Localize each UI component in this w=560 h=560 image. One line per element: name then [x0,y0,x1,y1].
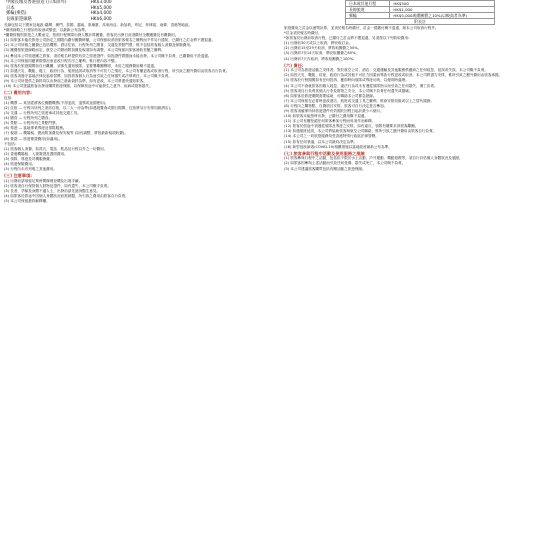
fee-paragraph: (3) 交通 — 行程所列之旅遊車或其他交通工具。 [4,111,81,116]
fee-paragraph: (3) 領隊、導遊及司機服務費。 [4,156,54,161]
price-row [4,17,114,23]
row-value: HK$4,000 [90,11,112,16]
cancellation-paragraph: (3) 出發前7至14天取消，將收取團費之80%。 [284,51,359,56]
liability-paragraph: (9) 旅客須確保所持旅遊證件有效期於回程日起計最少六個月。 [284,109,384,113]
row-value: HK$500 [390,1,495,7]
liability-paragraph: (3) 旅客於行程期間如有任何投訴，應即時向領隊或導遊反映，以便即時處理。 [284,78,409,83]
cancellation-section [284,26,556,62]
fee-paragraph: (5) 行程內未有列明之其他費用。 [4,167,57,172]
row-value: HK$1,000 [390,7,495,13]
cancellation-paragraph: *如旅客於出發前取消行程，已繳付之訂金將不獲退還，另須按以下列收取費用: [284,36,410,41]
intro-paragraph: (2) 本公司所報之團費已包括機票、酒店住宿、行程所列之膳食、交通及景點門票，惟不包括旅客個人消費及保險費用。 [4,43,194,48]
cancellation-paragraph: (1) 出發前30天或以上取消，將收取訂金。 [284,41,353,46]
note-paragraph: (3) 長者、孕婦及身體不適人士，出發前請先諮詢醫生意見。 [4,189,101,193]
right-column [284,0,556,560]
liability-paragraph: (13) 如遇航班延誤，本公司將協助旅客與航空公司聯絡，惟所引致之額外費用由旅客自行負責。 [284,129,437,134]
row-label: 日本 [6,5,15,11]
activity-risk-paragraph: (1) 旅客參與行程中之活動，包括但不限於水上活動、戶外運動、機動遊戲等，須自行評估個人身體狀況及風險。 [284,156,463,161]
activity-risk-paragraph: (2) 如旅客因參與上述活動而引致任何受傷、損失或死亡，本公司概不負責。 [284,161,406,166]
cancellation-table [345,0,495,25]
fees-heading: (二) 費用內容: [4,90,32,96]
intro-paragraph: (7) 如遇天災、戰亂、罷工、政府行為、航班延誤或取消等不可抗力之情況，本公司有權更改或取消行程，所引致之額外費用由旅客自行負責。 [4,68,230,73]
liability-paragraph: (7) 本公司保留在必要時更改酒店、航班或交通工具之權利，惟會安排同級或以上之替代服務。 [284,98,434,103]
intro-paragraph: (6) 旅客於旅遊期間如自行離團，須事先通知領隊，並簽署離團聲明，未用之服務費用概不退還。 [4,63,158,68]
fee-paragraph: (8) 簽證 — 旅遊簽證費用(如適用)。 [4,136,63,141]
note-paragraph: (5) 本公司保留最終解釋權。 [4,199,50,204]
fee-paragraph: (1) 旅客個人消費，如洗衣、電話、飲品及行程以外之一切費用。 [4,146,108,151]
activity-risk-paragraph: (3) 本公司建議旅客購買包括有關活動之旅遊保險。 [284,166,366,171]
left-column [4,0,276,560]
liability-section [284,68,556,150]
activity-risk-heading: (七) 旅客參與行程中活動及使用服務之風險 [284,150,365,156]
liability-paragraph: (4) 本公司不會就旅客因個人疏忽、違法行為或未有遵從領隊指示而引致之任何損失、傷亡負責。 [284,83,438,88]
fee-paragraph: 不包括: [4,141,16,146]
intro-paragraph: (5) 本公司保留因應實際情況而更改行程次序之權利，惟行程內容不變。 [4,58,119,63]
fee-paragraph: (4) 旅遊保險費用。 [4,162,36,167]
row-value: HK$3,000 [90,0,112,5]
note-paragraph: (2) 旅客須自行保管個人財物及證件，如有遺失，本公司概不負責。 [4,183,111,188]
fee-paragraph: (5) 景點 — 行程所列之景點門票。 [4,121,60,126]
cancellation-paragraph: (2) 出發前15至29天取消，將收取團費之50%。 [284,46,362,51]
liability-paragraph: (11) 本公司有權拒絕任何旅客參加行程而毋須作出解釋。 [284,119,376,124]
row-label: 長線旅遊 [346,7,390,13]
note-paragraph: (1) 出發前請預留足夠時間辦理登機及出境手續。 [4,178,83,183]
fee-paragraph: (2) 住宿 — 行程內所列之酒店住宿，以二人一房為準(如遇展覽會或節日期間，住宿將另行安排同級酒店)。 [4,106,174,110]
intro-paragraph: *團費按個別旅遊之人數而定，按照行程實際出發人數計算團費，旅客於出發日前須繳付全數團費及有關費用。 [4,33,179,38]
fees-section [4,96,276,172]
cancellation-paragraph: *訂金須於報名時繳付。 [284,31,322,36]
liability-heading: (六) 責任: [284,62,304,68]
fee-paragraph: (6) 導遊 — 當地專業導遊及領隊服務。 [4,126,67,131]
fee-paragraph: (2) 香港機場稅、入境簽證及護照費用。 [4,151,68,156]
fee-paragraph: (7) 稅項 — 機場稅、燃油附加費及保安稅等 (如有調整，將按最新稅項收費)。 [4,131,128,136]
cancellation-paragraph: (4) 出發前7天內取消，將收取團費之100%。 [284,56,357,61]
liability-paragraph: (12) 旅客於旅途中須遵從領隊及導遊之安排，如有違反，領隊有權要求該旅客離團。 [284,124,419,129]
row-value: HK$5,000或總團費之10%(以較高者為準) [390,13,495,19]
liability-paragraph: (16) 新型冠狀病毒(COVID-19)相關措施以當地政府最新公布為準。 [284,144,392,149]
row-value: HK$5,000 [90,5,112,11]
notes-section [4,179,276,204]
intro-paragraph: (9) 本公司所提供之資料均以出發前之最新資料為準，如有更改，本公司將盡快通知旅客。 [4,79,147,84]
note-paragraph: (4) 如旅客於旅途中因個人身體狀況而需就醫，所引致之費用由旅客自行負責。 [4,194,129,199]
row-label: 郵輪 [346,13,390,19]
liability-paragraph: (14) 本公司之一切旅遊服務均受香港特別行政區法律管轄。 [284,134,379,139]
row-value: HK$6,000 [90,16,112,22]
fee-paragraph: 包括: [4,95,13,100]
intro-paragraph: (10) 本公司建議旅客出發前購買旅遊保險，以保障旅途中可能發生之意外、疾病或財物損失。 [4,84,153,89]
row-label: 郵輪(乘搭) [6,11,27,16]
intro-paragraph: (1) 如旅客未能於旅遊公司指定之期限內繳付團費餘額，公司保留取消該旅客報名之權利而不作另行通知，已繳付之訂金將不獲退還。 [4,38,216,43]
liability-paragraph: (1) 本公司為旅遊活動之安排者，對於航空公司、酒店、交通運輸及其他服務供應商之任何疏忽、延誤或失誤，本公司概不負責。 [284,68,488,73]
row-label: 中國長城及香港旅遊 (日本除外) [6,0,67,5]
fee-paragraph: (1) 機票 — 來回經濟客位團體機票(不得更改、退票或延期使用)。 [4,100,109,105]
intro-paragraph: *個別線路之行程如有取消或變更，以最新公布為準。 [4,28,89,33]
table-note-row [346,19,495,25]
liability-paragraph: (8) 行程內之購物點、自費項目安排，旅客可自行決定是否參加。 [284,103,388,108]
intro-section [4,23,276,89]
row-label: 日本或其他行程 [346,1,390,7]
activity-risk-section [284,156,556,171]
liability-paragraph: (2) 如因天災、戰亂、疫症、政府行為或其他不可抗力因素而導致行程更改或取消，本公司將盡力安排，惟所引致之額外費用由旅客承擔。 [284,73,503,78]
notes-heading: (三) 注意事項: [4,173,32,179]
intro-paragraph: 長線包括以下國家及地區:臺灣、澳門、泰國、越南、柬埔寨、馬來西亞、新加坡、印尼、菲律賓、南韓、香港等地區。 [4,23,193,27]
intro-paragraph: (3) 團費按旅遊線路而定，航空公司燃油附加費及稅項如有調整，本公司保留向旅客補收差額之權利。 [4,48,165,53]
liability-paragraph: (10) 如旅客未能按時出發，已繳付之費用概不退還。 [284,114,368,119]
table-note: 附表註 [346,19,495,25]
intro-paragraph: (4) 參加本公司旅遊團之旅客，須於報名時提供有效之旅遊證件；如因證件問題而未能出發，本公司概不負責，已繳費用不設退還。 [4,53,212,58]
fee-paragraph: (4) 膳食 — 行程所列之膳食。 [4,116,53,121]
cancellation-paragraph: 旅遊費用之訂金以港幣計算，並須於報名時繳付，訂金一經繳付概不退還，除本公司取消行程外。 [284,26,439,30]
row-label: 長線旅遊線路 [6,16,32,22]
liability-paragraph: (6) 如旅客於旅遊期間需要協助，可聯絡本公司緊急熱線。 [284,93,377,98]
price-row [4,0,114,6]
intro-paragraph: (8) 旅客須遵守當地法律及風俗習慣，如因旅客個人行為而引致之任何損失或法律責任，本公司概不負責。 [4,73,172,78]
liability-paragraph: (5) 旅客須自行負責其個人行李及財物之安全，本公司概不負責任何遺失或損壞。 [284,88,413,93]
deposit-table [4,0,114,22]
liability-paragraph: (15) 如有任何爭議，以本公司最終決定為準。 [284,139,358,144]
